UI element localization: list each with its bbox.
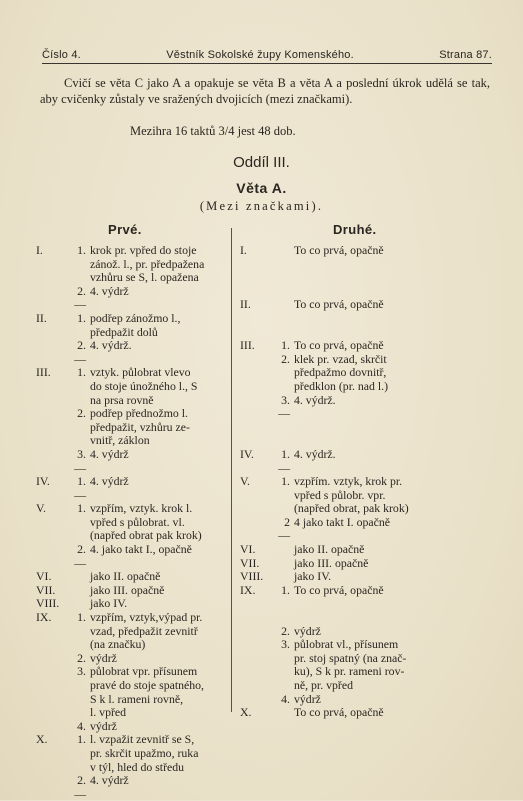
exercise-row: [36, 407, 224, 421]
row-count: [70, 679, 90, 693]
row-text: 4. výdrž: [90, 446, 129, 461]
row-text: To co prvá, opačně: [294, 297, 384, 312]
row-count: [70, 380, 90, 394]
row-count: 1.: [281, 474, 290, 489]
row-text: vpřed s půlobrat. vl.: [90, 514, 185, 529]
exercise-row: [36, 394, 224, 408]
exercise-row: [240, 693, 490, 707]
row-mark: [36, 706, 70, 720]
exercise-row: [240, 298, 490, 312]
row-count: 4.: [281, 691, 290, 706]
row-count: 2.: [281, 351, 290, 366]
exercise-row: [36, 434, 224, 448]
exercise-row: [36, 693, 224, 707]
row-count: [274, 665, 294, 679]
row-text: jako III. opačně: [294, 555, 369, 570]
row-mark: [240, 638, 274, 652]
row-count: [274, 679, 294, 693]
row-mark: [36, 434, 70, 448]
exercise-row: [36, 543, 224, 570]
section-heading: Oddíl III.: [233, 154, 290, 171]
row-text: 4. výdrž: [90, 773, 129, 788]
row-mark: [240, 516, 274, 530]
exercise-row: [240, 584, 490, 598]
row-text: podřep zánožmo l.,: [90, 310, 181, 325]
exercise-row: [240, 258, 490, 272]
exercise-row: [240, 652, 490, 666]
exercise-row: [240, 679, 490, 693]
row-text: [294, 271, 490, 285]
row-count: [70, 258, 90, 272]
exercise-row: [240, 543, 490, 557]
row-mark: [36, 652, 70, 666]
row-text: podřep přednožmo l.: [90, 406, 188, 421]
sentence-subtitle: (Mezi značkami).: [199, 199, 324, 213]
exercise-row: [240, 570, 490, 584]
row-count: [274, 611, 294, 625]
row-text: [294, 312, 490, 326]
row-count: [274, 489, 294, 503]
row-mark: III.: [240, 338, 255, 353]
row-count: 2.—: [74, 542, 86, 570]
row-mark: [240, 502, 274, 516]
exercise-row: [36, 733, 224, 747]
row-count: [274, 502, 294, 516]
row-text: jako IV.: [90, 596, 128, 611]
row-count: 1.: [77, 365, 86, 380]
exercise-row: [36, 570, 224, 584]
exercise-row: [36, 380, 224, 394]
row-text: [294, 421, 490, 435]
exercise-row: [36, 421, 224, 435]
row-text: To co prvá, opačně: [294, 338, 384, 353]
row-text: vpřed s půlobr. vpr.: [294, 487, 386, 502]
exercise-row: [36, 720, 224, 734]
row-text: [294, 434, 490, 448]
row-mark: [240, 679, 274, 693]
row-mark: [36, 258, 70, 272]
right-column: [240, 244, 490, 720]
row-count: 1.: [77, 732, 86, 747]
row-count: [274, 652, 294, 666]
row-mark: IV.: [240, 446, 254, 461]
row-mark: [240, 611, 274, 625]
row-text: 4 jako takt I. opačně: [294, 514, 390, 529]
row-text: (napřed obrat pak krok): [90, 528, 202, 543]
row-count: [274, 298, 294, 312]
row-count: [274, 312, 294, 326]
row-text: l. vzpažit zevnitř se S,: [90, 732, 195, 747]
exercise-row: [36, 747, 224, 761]
row-count: [274, 326, 294, 340]
exercise-row: [36, 706, 224, 720]
row-text: To co prvá, opačně: [294, 582, 384, 597]
row-text: (na značku): [90, 637, 146, 652]
row-text: ně, pr. vpřed: [294, 678, 353, 692]
row-text: pr. stoj spatný (na znač-: [294, 650, 407, 665]
exercise-row: [240, 434, 490, 448]
exercise-row: [240, 516, 490, 543]
row-text: výdrž: [294, 691, 321, 706]
row-mark: [36, 421, 70, 435]
exercise-row: [36, 326, 224, 340]
row-mark: I.: [240, 243, 247, 257]
row-mark: I.: [36, 243, 43, 257]
exercise-row: [36, 285, 224, 312]
row-count: [274, 434, 294, 448]
exercise-row: [36, 244, 224, 258]
row-count: 1.: [281, 582, 290, 597]
row-count: 2.: [77, 406, 86, 421]
exercise-row: [240, 489, 490, 503]
row-mark: [240, 353, 274, 367]
row-count: [70, 693, 90, 707]
exercise-row: [36, 516, 224, 530]
row-mark: [240, 258, 274, 272]
row-count: 1.—: [278, 446, 290, 475]
exercise-row: [240, 502, 490, 516]
row-mark: [240, 394, 274, 408]
row-text: výdrž: [90, 650, 117, 665]
intro-paragraph: [40, 75, 490, 107]
exercise-row: [240, 706, 490, 720]
row-count: 1.—: [74, 474, 86, 502]
exercise-row: [36, 584, 224, 598]
row-mark: [36, 285, 70, 299]
row-mark: IX.: [36, 610, 52, 625]
row-count: [274, 380, 294, 394]
exercise-row: [36, 475, 224, 502]
exercise-row: [36, 312, 224, 326]
intro-text: Cvičí se věta C jako A a opakuje se věta B a věta A a poslední úkrok udělá se tak, aby cvičenky zůstaly ve sražených dvojicích (mezi značkami).: [40, 76, 490, 106]
row-text: [294, 611, 490, 625]
row-text: výdrž: [294, 623, 321, 638]
row-count: [274, 570, 294, 584]
exercise-row: [240, 285, 490, 299]
exercise-row: [36, 679, 224, 693]
left-column: [36, 244, 224, 801]
row-count: [274, 244, 294, 258]
row-mark: II.: [240, 297, 251, 312]
row-text: l. vpřed: [90, 705, 127, 720]
exercise-row: [36, 665, 224, 679]
left-column-title: Prvé.: [108, 222, 142, 237]
row-count: [70, 421, 90, 435]
row-text: vnitř, záklon: [90, 433, 150, 448]
row-text: To co prvá, opačně: [294, 243, 384, 257]
row-text: pravé do stoje spatného,: [90, 678, 205, 692]
row-count: [70, 394, 90, 408]
exercise-row: [240, 665, 490, 679]
row-count: [274, 597, 294, 611]
row-count: [274, 557, 294, 571]
row-count: [70, 625, 90, 639]
row-text: předpažit, vzhůru ze-: [90, 419, 190, 434]
row-mark: [36, 529, 70, 543]
row-text: 4. výdrž: [90, 283, 129, 298]
exercise-row: [240, 366, 490, 380]
exercise-row: [36, 258, 224, 272]
row-text: 4. výdrž.: [294, 446, 336, 461]
row-count: [274, 285, 294, 299]
row-mark: VIII.: [36, 596, 60, 611]
sentence-heading: Věta A.: [236, 180, 287, 196]
row-mark: [36, 761, 70, 775]
row-mark: [36, 679, 70, 693]
exercise-row: [240, 326, 490, 340]
row-count: [70, 271, 90, 285]
row-count: 1.: [281, 338, 290, 353]
exercise-row: [36, 774, 224, 801]
row-mark: [36, 394, 70, 408]
row-count: [70, 597, 90, 611]
row-mark: [36, 747, 70, 761]
row-mark: [240, 312, 274, 326]
row-mark: [240, 326, 274, 340]
exercise-row: [240, 625, 490, 639]
row-mark: [36, 665, 70, 679]
exercise-row: [240, 557, 490, 571]
row-text: ku), S k pr. rameni rov-: [294, 664, 405, 679]
row-count: [274, 706, 294, 720]
row-text: vzhůru se S, l. opažena: [90, 270, 199, 285]
row-mark: VI.: [240, 542, 256, 557]
column-divider: [231, 228, 232, 712]
exercise-row: [240, 380, 490, 394]
row-mark: [240, 489, 274, 503]
exercise-row: [36, 502, 224, 516]
row-mark: [240, 285, 274, 299]
row-text: předklon (pr. nad l.): [294, 378, 389, 393]
row-mark: [36, 380, 70, 394]
row-text: [294, 285, 490, 299]
running-header: [42, 49, 492, 61]
row-count: 3.: [281, 637, 290, 652]
row-count: 3.—: [74, 446, 86, 475]
row-mark: [36, 693, 70, 707]
row-count: [70, 761, 90, 775]
page-number: Strana 87.: [439, 49, 492, 61]
row-text: [294, 258, 490, 272]
row-mark: [36, 339, 70, 353]
row-text: krok pr. vpřed do stoje: [90, 243, 197, 257]
exercise-row: [36, 339, 224, 366]
row-count: [70, 584, 90, 598]
row-count: [274, 271, 294, 285]
row-mark: [240, 421, 274, 435]
row-count: [70, 638, 90, 652]
row-text: 4. výdrž: [90, 474, 129, 489]
row-text: zánož. l., pr. předpažena: [90, 256, 205, 271]
row-mark: III.: [36, 365, 51, 380]
row-count: [70, 434, 90, 448]
row-mark: IV.: [36, 474, 50, 489]
row-text: (napřed obrat, pak krok): [294, 501, 409, 516]
exercise-row: [240, 475, 490, 489]
row-mark: [240, 597, 274, 611]
row-mark: [240, 271, 274, 285]
row-count: [274, 543, 294, 557]
row-mark: [36, 448, 70, 462]
row-text: 4. výdrž.: [90, 338, 132, 353]
row-count: 1.: [77, 610, 86, 625]
exercise-row: [36, 448, 224, 475]
row-mark: [240, 652, 274, 666]
row-text: výdrž: [90, 718, 117, 733]
exercise-row: [240, 448, 490, 475]
row-text: 4. výdrž.: [294, 392, 336, 407]
exercise-row: [36, 625, 224, 639]
header-rule: [42, 63, 492, 64]
row-count: [70, 570, 90, 584]
tempo-line: Mezihra 16 taktů 3/4 jest 48 dob.: [130, 124, 296, 138]
exercise-row: [240, 611, 490, 625]
row-count: 2—: [278, 514, 290, 543]
exercise-row: [36, 611, 224, 625]
row-count: 1.: [77, 243, 86, 257]
row-mark: [36, 638, 70, 652]
row-mark: II.: [36, 310, 47, 325]
row-mark: [36, 543, 70, 557]
row-count: [70, 706, 90, 720]
row-text: vzpřím, vztyk,výpad pr.: [90, 610, 203, 625]
row-mark: VI.: [36, 569, 52, 584]
row-mark: [36, 625, 70, 639]
row-count: [70, 516, 90, 530]
row-text: To co prvá, opačně: [294, 705, 384, 720]
row-count: [70, 529, 90, 543]
row-text: na prsa rovně: [90, 392, 154, 407]
exercise-row: [36, 761, 224, 775]
exercise-row: [240, 312, 490, 326]
row-text: jako IV.: [294, 569, 332, 584]
row-count: 4.: [77, 718, 86, 733]
row-count: 2.—: [74, 338, 86, 366]
exercise-row: [240, 271, 490, 285]
row-mark: VII.: [240, 555, 260, 570]
right-column-title: Druhé.: [333, 222, 377, 237]
row-text: 4. jako takt I., opačně: [90, 542, 192, 557]
exercise-row: [240, 244, 490, 258]
exercise-row: [36, 638, 224, 652]
row-mark: [240, 380, 274, 394]
row-text: půlobrat vl., přísunem: [294, 637, 399, 652]
row-text: [294, 326, 490, 340]
row-count: 1.: [77, 310, 86, 325]
row-text: vztyk. půlobrat vlevo: [90, 365, 191, 380]
row-text: vzpřím, vztyk. krok l.: [90, 501, 193, 516]
row-mark: [240, 665, 274, 679]
exercise-row: [36, 366, 224, 380]
row-count: [70, 326, 90, 340]
exercise-row: [240, 597, 490, 611]
row-text: pr. skrčit upažmo, ruka: [90, 745, 199, 760]
row-count: 3.: [77, 664, 86, 679]
row-text: jako III. opačně: [90, 582, 165, 597]
row-count: [274, 421, 294, 435]
row-mark: V.: [36, 501, 46, 516]
row-mark: [240, 693, 274, 707]
row-mark: [240, 625, 274, 639]
exercise-row: [36, 597, 224, 611]
row-text: předpažmo dovnitř,: [294, 365, 387, 380]
row-count: 3.—: [278, 392, 290, 421]
row-count: 2.—: [74, 773, 86, 801]
row-mark: [36, 326, 70, 340]
row-text: jako II. opačně: [90, 569, 161, 584]
row-text: jako II. opačně: [294, 542, 365, 557]
row-text: S k l. rameni rovně,: [90, 691, 184, 706]
row-mark: [240, 366, 274, 380]
exercise-row: [36, 529, 224, 543]
row-mark: [36, 516, 70, 530]
exercise-row: [240, 353, 490, 367]
journal-title: Věstník Sokolské župy Komenského.: [166, 49, 354, 61]
row-mark: X.: [240, 705, 252, 720]
row-count: 2.: [77, 650, 86, 665]
issue-number: Číslo 4.: [42, 49, 81, 61]
row-mark: [240, 434, 274, 448]
row-mark: [36, 271, 70, 285]
exercise-row: [240, 339, 490, 353]
row-text: vzpřím. vztyk, krok pr.: [294, 474, 403, 489]
row-count: [274, 258, 294, 272]
exercise-row: [240, 421, 490, 435]
row-count: [274, 366, 294, 380]
row-text: do stoje únožného l., S: [90, 378, 198, 393]
row-text: [294, 597, 490, 611]
row-mark: [36, 720, 70, 734]
row-count: 2.—: [74, 283, 86, 312]
row-mark: [36, 407, 70, 421]
row-text: vzad, předpažit zevnitř: [90, 623, 198, 638]
row-mark: V.: [240, 474, 250, 489]
exercise-row: [240, 394, 490, 421]
row-text: půlobrat vpr. přísunem: [90, 664, 198, 679]
row-text: předpažit dolů: [90, 324, 158, 339]
row-mark: X.: [36, 732, 48, 747]
row-mark: [36, 774, 70, 788]
exercise-row: [36, 271, 224, 285]
exercise-row: [240, 638, 490, 652]
row-count: 1.: [77, 501, 86, 516]
row-text: klek pr. vzad, skrčit: [294, 351, 387, 366]
row-mark: IX.: [240, 582, 256, 597]
exercise-row: [36, 652, 224, 666]
row-count: [70, 747, 90, 761]
row-mark: VII.: [36, 582, 56, 597]
row-count: 2.: [281, 623, 290, 638]
row-mark: VIII.: [240, 569, 264, 584]
row-text: v týl, hled do středu: [90, 759, 185, 774]
